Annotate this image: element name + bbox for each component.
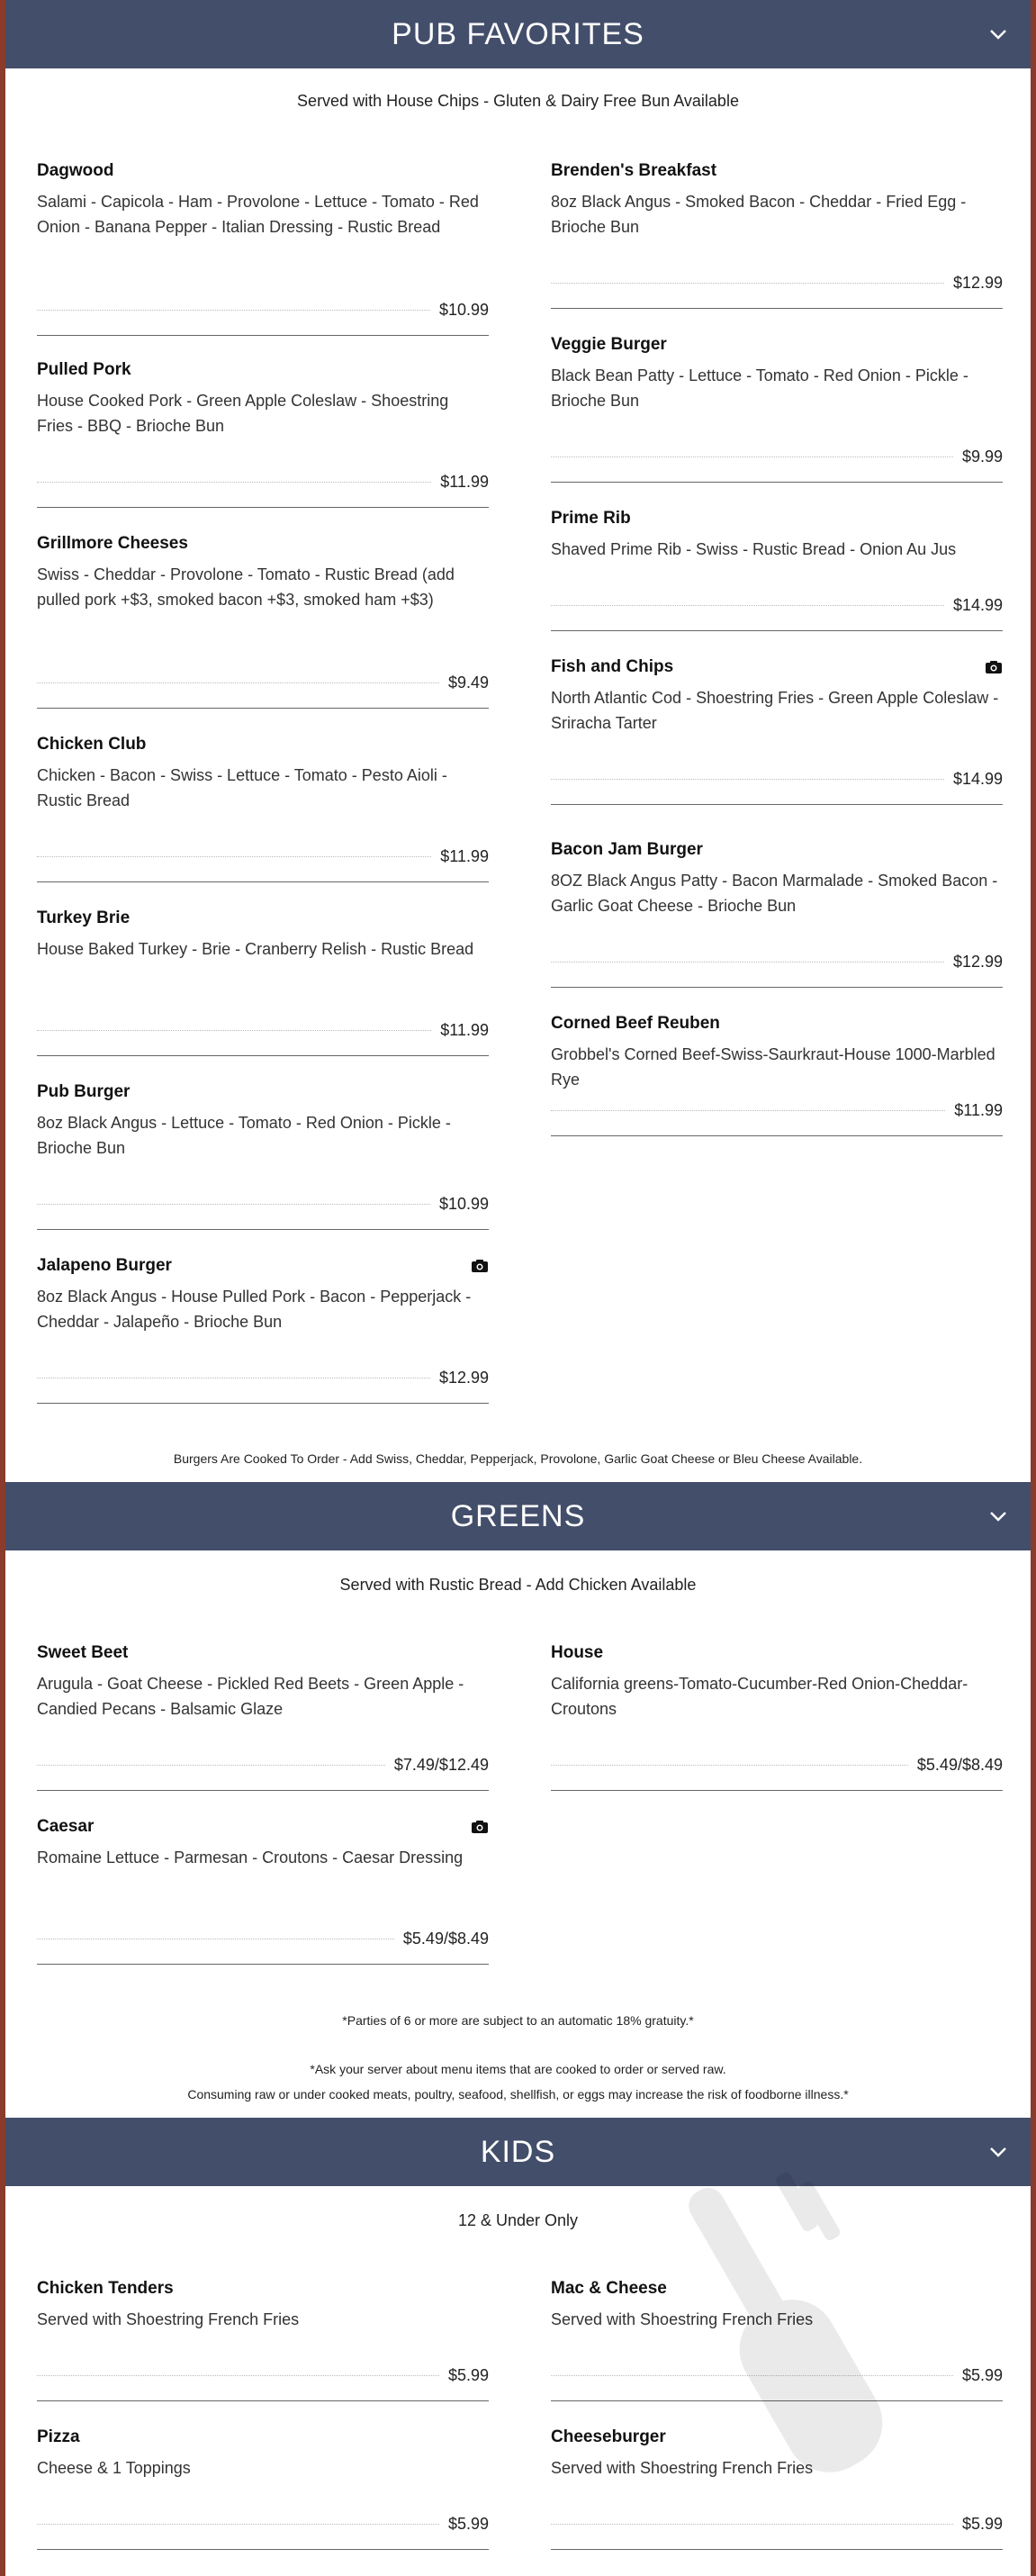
section-subtitle: 12 & Under Only: [457, 2211, 579, 2229]
item-description: Salami - Capicola - Ham - Provolone - Lettuce - Tomato - Red Onion - Banana Pepper - Italian Dressing - Rustic Bread: [37, 193, 479, 236]
dotted-leader: [551, 1110, 945, 1111]
item-description: 8OZ Black Angus Patty - Bacon Marmalade - Smoked Bacon - Garlic Goat Cheese - Brioche Bun: [551, 872, 998, 915]
gratuity-note: *Parties of 6 or more are subject to an automatic 18% gratuity.*: [342, 2013, 694, 2028]
item-name: Chicken Club: [37, 735, 147, 754]
price-row: [551, 953, 1003, 972]
item-divider: [551, 987, 1003, 988]
item-description: 8oz Black Angus - Smoked Bacon - Cheddar - Fried Egg - Brioche Bun: [551, 193, 967, 236]
price-row: [37, 1021, 489, 1040]
menu-item[interactable]: [37, 1081, 489, 1231]
chevron-down-icon[interactable]: [987, 2141, 1009, 2163]
item-divider: [551, 482, 1003, 483]
item-description: Romaine Lettuce - Parmesan - Croutons - Caesar Dressing: [37, 1848, 464, 1866]
price-row: [37, 847, 489, 866]
price-row: [37, 2515, 489, 2534]
item-price: $10.99: [438, 1195, 489, 1213]
foodborne-illness-note: Consuming raw or under cooked meats, poultry, seafood, shellfish, or eggs may increase the risk of foodborne illness.*: [187, 2087, 849, 2101]
price-row: [37, 301, 489, 320]
menu-item[interactable]: [551, 1013, 1003, 1137]
menu-item[interactable]: [551, 334, 1003, 484]
menu-item[interactable]: [37, 1642, 489, 1792]
item-price: $5.99: [447, 2515, 489, 2533]
item-name: Jalapeno Burger: [37, 1256, 172, 1275]
section-header-kids[interactable]: [5, 2118, 1031, 2186]
item-price: $9.49: [447, 673, 489, 691]
dotted-leader: [37, 482, 431, 483]
item-price: $14.99: [952, 596, 1003, 614]
price-row: [37, 473, 489, 492]
item-price: $5.99: [961, 2515, 1003, 2533]
price-row: [551, 1101, 1003, 1120]
price-row: [37, 1930, 489, 1948]
dotted-leader: [37, 310, 430, 311]
item-price: $9.99: [961, 447, 1003, 465]
item-divider: [37, 2400, 489, 2401]
item-price: $12.99: [438, 1369, 489, 1387]
item-divider: [37, 1790, 489, 1791]
item-price: $7.49/$12.49: [393, 1756, 489, 1774]
camera-icon[interactable]: [471, 1820, 489, 1834]
item-description: Shaved Prime Rib - Swiss - Rustic Bread - Onion Au Jus: [551, 540, 957, 558]
dotted-leader: [551, 1765, 908, 1766]
item-price: $11.99: [440, 847, 489, 865]
item-price: $5.49/$8.49: [916, 1756, 1003, 1774]
item-price: $12.99: [952, 953, 1003, 971]
dotted-leader: [551, 779, 944, 780]
menu-item[interactable]: [37, 160, 489, 337]
item-description: Served with Shoestring French Fries: [551, 2459, 814, 2477]
camera-icon[interactable]: [985, 660, 1003, 674]
item-name: Bacon Jam Burger: [551, 840, 703, 859]
item-name: Prime Rib: [551, 509, 631, 528]
item-name: Sweet Beet: [37, 1643, 129, 1662]
item-description: House Cooked Pork - Green Apple Coleslaw - Shoestring Fries - BBQ - Brioche Bun: [37, 392, 449, 435]
price-row: [37, 1195, 489, 1214]
item-description: Served with Shoestring French Fries: [37, 2310, 300, 2328]
dotted-leader: [37, 1765, 385, 1766]
item-name: Cheeseburger: [551, 2427, 666, 2446]
item-name: Mac & Cheese: [551, 2279, 667, 2298]
item-name: Chicken Tenders: [37, 2279, 174, 2298]
menu-item[interactable]: [37, 1816, 489, 1966]
dotted-leader: [37, 856, 431, 857]
price-row: [37, 1756, 489, 1775]
section-title: GREENS: [450, 1498, 586, 1533]
price-row: [551, 274, 1003, 293]
page-frame-right: [1031, 0, 1036, 2576]
dotted-leader: [551, 456, 953, 457]
item-description: House Baked Turkey - Brie - Cranberry Relish - Rustic Bread: [37, 940, 474, 958]
item-description: California greens-Tomato-Cucumber-Red Onion-Cheddar-Croutons: [551, 1675, 968, 1718]
item-divider: [37, 1229, 489, 1230]
item-description: Served with Shoestring French Fries: [551, 2310, 814, 2328]
price-row: [37, 2366, 489, 2385]
item-price: $5.49/$8.49: [402, 1930, 489, 1948]
item-divider: [551, 1135, 1003, 1136]
dotted-leader: [37, 2375, 439, 2376]
menu-item[interactable]: [551, 508, 1003, 632]
item-description: North Atlantic Cod - Shoestring Fries - Green Apple Coleslaw - Sriracha Tarter: [551, 689, 999, 732]
item-divider: [37, 881, 489, 882]
menu-item[interactable]: [551, 1642, 1003, 1792]
menu-item[interactable]: [37, 908, 489, 1057]
menu-item[interactable]: [551, 656, 1003, 806]
item-price: $11.99: [440, 473, 489, 491]
dotted-leader: [551, 283, 944, 284]
menu-item[interactable]: [37, 734, 489, 883]
dotted-leader: [551, 962, 944, 963]
menu-page: [5, 0, 1031, 2576]
price-row: [551, 770, 1003, 789]
price-row: [551, 596, 1003, 615]
raw-food-note: *Ask your server about menu items that are cooked to order or served raw.: [310, 2062, 726, 2076]
menu-item[interactable]: [551, 160, 1003, 310]
item-divider: [551, 2400, 1003, 2401]
item-name: Caesar: [37, 1817, 95, 1836]
item-name: Veggie Burger: [551, 335, 667, 354]
item-divider: [37, 2549, 489, 2550]
item-name: Grillmore Cheeses: [37, 534, 188, 553]
item-description: Swiss - Cheddar - Provolone - Tomato - Rustic Bread (add pulled pork +$3, smoked bacon +$3, smoked ham +$3): [37, 565, 455, 609]
item-description: Cheese & 1 Toppings: [37, 2459, 191, 2477]
menu-item[interactable]: [37, 533, 489, 710]
item-price: $12.99: [952, 274, 1003, 292]
item-divider: [37, 507, 489, 508]
item-description: 8oz Black Angus - House Pulled Pork - Bacon - Pepperjack - Cheddar - Jalapeño - Brioche Bun: [37, 1288, 472, 1331]
section-title: PUB FAVORITES: [392, 16, 644, 51]
item-name: Fish and Chips: [551, 657, 674, 676]
price-row: [551, 1756, 1003, 1775]
chevron-down-icon[interactable]: [987, 1505, 1009, 1527]
menu-item[interactable]: [37, 2278, 489, 2402]
section-note: Burgers Are Cooked To Order - Add Swiss, Cheddar, Pepperjack, Provolone, Garlic Goat Cheese or Bleu Cheese Available.: [173, 1451, 863, 1466]
dotted-leader: [37, 1030, 431, 1031]
section-header-pub-favorites[interactable]: [5, 0, 1031, 68]
item-divider: [551, 804, 1003, 805]
menu-item[interactable]: [37, 359, 489, 509]
price-row: [551, 2515, 1003, 2534]
item-divider: [551, 1790, 1003, 1791]
item-description: Arugula - Goat Cheese - Pickled Red Beets - Green Apple - Candied Pecans - Balsamic Glaze: [37, 1675, 464, 1718]
menu-item[interactable]: [37, 2427, 489, 2551]
dotted-leader: [37, 682, 439, 683]
dotted-leader: [551, 2524, 953, 2525]
menu-item[interactable]: [551, 2278, 1003, 2402]
dotted-leader: [37, 1204, 430, 1205]
price-row: [37, 1369, 489, 1387]
item-divider: [551, 308, 1003, 309]
section-subtitle: Served with Rustic Bread - Add Chicken Available: [339, 1576, 697, 1594]
item-divider: [551, 630, 1003, 631]
item-description: Grobbel's Corned Beef-Swiss-Saurkraut-House 1000-Marbled Rye: [551, 1045, 995, 1089]
item-name: Pub Burger: [37, 1082, 131, 1101]
section-subtitle: Served with House Chips - Gluten & Dairy Free Bun Available: [297, 92, 739, 110]
item-name: House: [551, 1643, 604, 1662]
item-price: $11.99: [954, 1101, 1003, 1119]
item-description: Black Bean Patty - Lettuce - Tomato - Red Onion - Pickle - Brioche Bun: [551, 366, 968, 410]
item-name: Turkey Brie: [37, 908, 131, 927]
section-header-greens[interactable]: [5, 1482, 1031, 1550]
item-price: $10.99: [438, 301, 489, 319]
price-row: [551, 2366, 1003, 2385]
item-name: Brenden's Breakfast: [551, 161, 717, 180]
item-price: $5.99: [961, 2366, 1003, 2384]
item-description: 8oz Black Angus - Lettuce - Tomato - Red Onion - Pickle - Brioche Bun: [37, 1114, 451, 1157]
item-price: $14.99: [952, 770, 1003, 788]
item-price: $11.99: [440, 1021, 489, 1039]
item-name: Pizza: [37, 2427, 80, 2446]
item-divider: [37, 1403, 489, 1404]
item-divider: [37, 1964, 489, 1965]
item-name: Pulled Pork: [37, 360, 131, 379]
item-description: Chicken - Bacon - Swiss - Lettuce - Tomato - Pesto Aioli - Rustic Bread: [37, 766, 447, 809]
menu-item[interactable]: [551, 839, 1003, 989]
item-price: $5.99: [447, 2366, 489, 2384]
price-row: [551, 447, 1003, 466]
dotted-leader: [551, 2375, 953, 2376]
dotted-leader: [551, 605, 944, 606]
item-divider: [37, 1055, 489, 1056]
item-divider: [37, 335, 489, 336]
camera-icon[interactable]: [471, 1259, 489, 1273]
chevron-down-icon[interactable]: [987, 23, 1009, 45]
dotted-leader: [37, 2524, 439, 2525]
menu-item[interactable]: [551, 2427, 1003, 2551]
menu-item[interactable]: [37, 1255, 489, 1405]
item-name: Corned Beef Reuben: [551, 1014, 720, 1033]
item-name: Dagwood: [37, 161, 114, 180]
item-divider: [37, 708, 489, 709]
section-title: KIDS: [480, 2134, 556, 2169]
price-row: [37, 673, 489, 692]
item-divider: [551, 2549, 1003, 2550]
